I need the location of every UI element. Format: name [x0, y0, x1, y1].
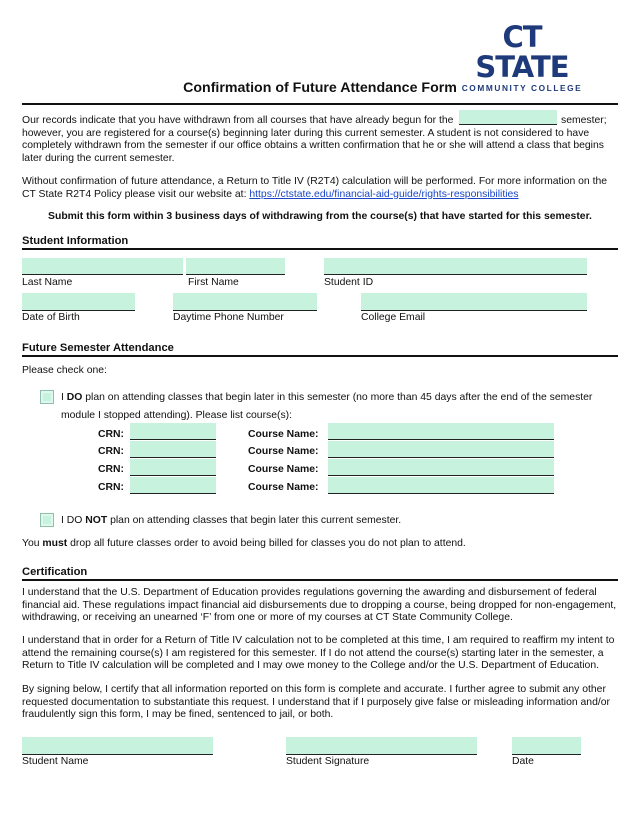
crn-field[interactable]	[130, 423, 216, 440]
last-name-label: Last Name	[22, 277, 73, 288]
do-attend-text: I DO plan on attending classes that begin later in this semester (no more than 45 days after the end of the semester	[61, 392, 593, 403]
crn-field[interactable]	[130, 459, 216, 476]
crn-field[interactable]	[130, 477, 216, 494]
form-title: Confirmation of Future Attendance Form	[183, 80, 457, 96]
email-label: College Email	[361, 312, 426, 323]
crn-label: CRN:	[98, 464, 124, 475]
certification-heading: Certification	[22, 566, 88, 578]
logo-main-text: CT STATE	[475, 20, 569, 84]
course-name-label: Course Name:	[248, 482, 319, 493]
student-id-field[interactable]	[324, 258, 587, 275]
must-drop-note: You must drop all future classes order to avoid being billed for classes you do not plan to attend.	[22, 538, 466, 549]
do-attend-checkbox[interactable]	[40, 390, 54, 404]
do-not-attend-text: I DO NOT plan on attending classes that begin later this current semester.	[61, 515, 402, 526]
student-info-rule	[22, 248, 618, 250]
course-name-label: Course Name:	[248, 446, 319, 457]
crn-label: CRN:	[98, 429, 124, 440]
future-attendance-heading: Future Semester Attendance	[22, 342, 174, 354]
crn-label: CRN:	[98, 446, 124, 457]
dob-field[interactable]	[22, 293, 135, 311]
do-not-attend-checkbox[interactable]	[40, 513, 54, 527]
logo-sub-text: COMMUNITY COLLEGE	[461, 83, 583, 93]
future-attendance-rule	[22, 355, 618, 357]
course-name-field[interactable]	[328, 423, 554, 440]
intro-paragraph-2: Without confirmation of future attendance, a Return to Title IV (R2T4) calculation will be performed. For more information on the CT State R2T4 Policy please visit our website at: https://ctstate.edu/financial-aid-guide/rights-responsibilities	[22, 176, 608, 200]
last-name-field[interactable]	[22, 258, 183, 275]
student-name-label: Student Name	[22, 756, 89, 767]
intro-paragraph-1: Our records indicate that you have withdrawn from all courses that have already begun for the semester; however, you are registered for a course(s) beginning later during this current semester. A student is not considered to have completely withdrawn from the semester if our office obtains a written confirmation that he or she will attend a class that begins later during the current semester.	[22, 115, 618, 165]
student-signature-field[interactable]	[286, 737, 477, 755]
certification-rule	[22, 579, 618, 581]
submit-note: Submit this form within 3 business days of withdrawing from the course(s) that have started for this semester.	[48, 211, 592, 222]
student-signature-label: Student Signature	[286, 756, 370, 767]
first-name-field[interactable]	[186, 258, 285, 275]
do-attend-text-cont: module I stopped attending). Please list course(s):	[61, 410, 293, 421]
title-rule	[22, 103, 618, 105]
student-name-field[interactable]	[22, 737, 213, 755]
phone-label: Daytime Phone Number	[173, 312, 284, 323]
course-name-label: Course Name:	[248, 429, 319, 440]
course-name-field[interactable]	[328, 441, 554, 458]
certification-paragraph-3: By signing below, I certify that all information reported on this form is complete and accurate. I further agree to submit any other requested documentation to substantiate this request. I understand that if I purposely give false or misleading information and/or fraudulently sign this form, I may be fined, sentenced to jail, or both.	[22, 684, 610, 721]
dob-label: Date of Birth	[22, 312, 80, 323]
student-info-heading: Student Information	[22, 235, 129, 247]
certification-paragraph-2: I understand that in order for a Return of Title IV calculation not to be completed at this time, I am required to reaffirm my intent to attend the remaining course(s) I am registered for this semester. If I do not attend the course(s) starting later in the semester, a Return to Title IV calculation will be completed and I may owe money to the College and/or the U.S. Department of Education.	[22, 635, 615, 672]
date-field[interactable]	[512, 737, 581, 755]
email-field[interactable]	[361, 293, 587, 311]
first-name-label: First Name	[188, 277, 239, 288]
course-name-field[interactable]	[328, 459, 554, 476]
intro-semester-blank[interactable]	[459, 110, 557, 125]
course-name-label: Course Name:	[248, 464, 319, 475]
crn-label: CRN:	[98, 482, 124, 493]
certification-paragraph-1: I understand that the U.S. Department of Education provides regulations governing the awarding and disbursement of federal financial aid. These regulations impact financial aid disbursements due to dropping a course, being dropped for non-engagement, withdrawing, or receiving an unearned ‘F’ from one or more of my courses at CT State Community College.	[22, 587, 617, 624]
student-id-label: Student ID	[324, 277, 374, 288]
crn-field[interactable]	[130, 441, 216, 458]
course-name-field[interactable]	[328, 477, 554, 494]
check-one-text: Please check one:	[22, 365, 107, 376]
date-label: Date	[512, 756, 534, 767]
r2t4-policy-link[interactable]: https://ctstate.edu/financial-aid-guide/rights-responsibilities	[249, 188, 519, 200]
phone-field[interactable]	[173, 293, 317, 311]
